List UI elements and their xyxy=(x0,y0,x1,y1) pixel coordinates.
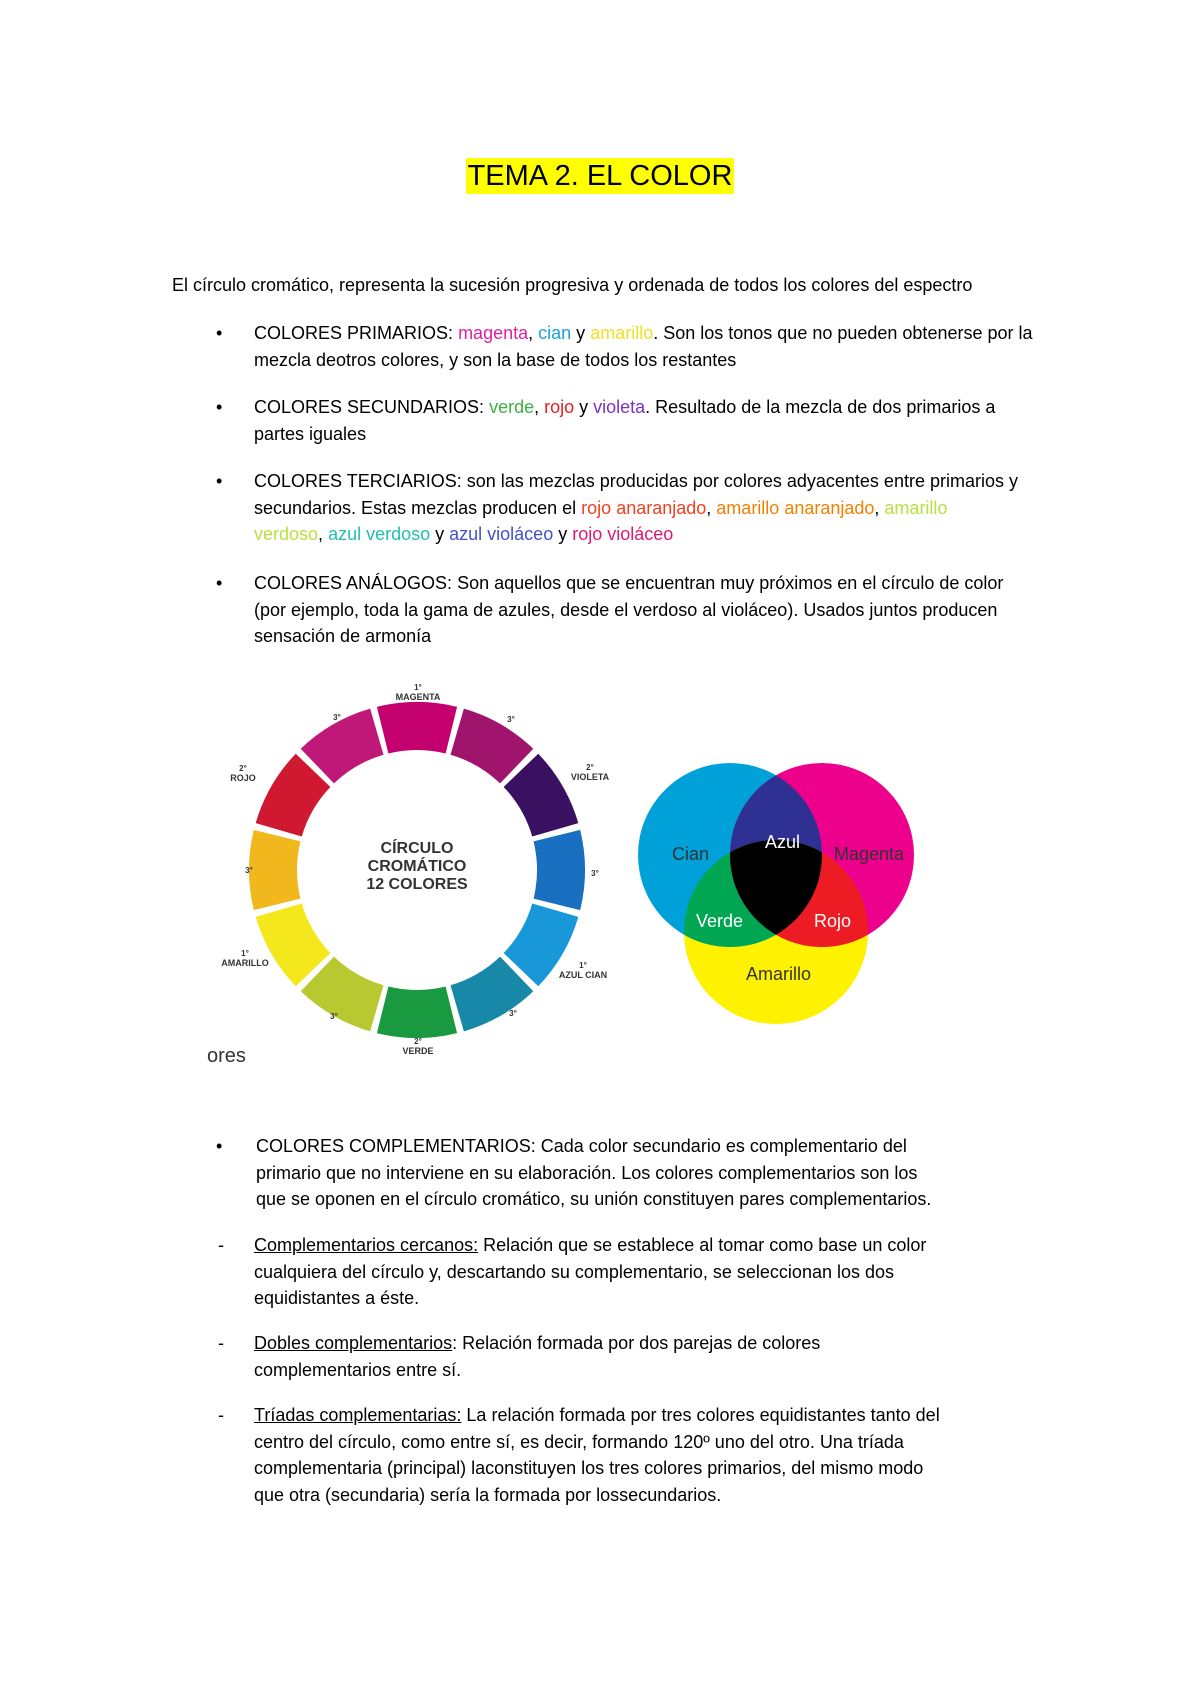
analogos-text: Son aquellos que se encuentran muy próximos en el círculo de color xyxy=(452,573,1004,593)
secundarios-paragraph xyxy=(254,394,1044,447)
wheel-center-line3: 12 COLORES xyxy=(366,876,468,893)
wheel-segment-violeta-azul xyxy=(534,830,585,910)
cercanos-paragraph xyxy=(254,1232,984,1312)
separator: , xyxy=(874,497,885,518)
triadas-text-line3: complementaria (principal) laconstituyen los tres colores primarios, del mismo modo xyxy=(254,1458,924,1478)
label-azulcian-num: 1° xyxy=(579,961,587,970)
bullet-icon: • xyxy=(216,323,223,343)
terciarios-amarillo: amarillo xyxy=(884,497,948,518)
primarios-label: COLORES PRIMARIOS: xyxy=(254,323,454,343)
cercanos-label: Complementarios cercanos: xyxy=(254,1235,479,1255)
analogos-text-line3: sensación de armonía xyxy=(254,626,432,646)
cercanos-text: Relación que se establece al tomar como base un color xyxy=(478,1235,927,1255)
analogos-text-line2: (por ejemplo, toda la gama de azules, desde el verdoso al violáceo). Usados juntos producen xyxy=(254,599,998,620)
terciarios-azul-verdoso: azul verdoso xyxy=(328,524,431,544)
primarios-amarillo: amarillo xyxy=(590,323,654,343)
dobles-paragraph xyxy=(254,1330,984,1383)
terciarios-text-line2: secundarios. Estas mezclas producen el xyxy=(254,497,582,518)
wheel-segment-magenta xyxy=(377,702,457,753)
dash-marker: - xyxy=(218,1235,224,1255)
dobles-text-line2: complementarios entre sí. xyxy=(254,1359,462,1380)
label-magenta: MAGENTA xyxy=(395,692,441,702)
terciarios-azul-violaceo: azul violáceo xyxy=(449,524,554,544)
dash-marker: - xyxy=(218,1333,224,1353)
bullet-icon: • xyxy=(216,397,223,417)
venn-label-azul: Azul xyxy=(765,832,801,852)
label-tertiary: 3° xyxy=(509,1009,517,1018)
complementarios-text: Cada color secundario es complementario del xyxy=(535,1136,907,1156)
triadas-label: Tríadas complementarias: xyxy=(254,1405,462,1425)
terciarios-amarillo-anaranjado: amarillo anaranjado xyxy=(716,497,875,518)
separator: , xyxy=(528,323,539,343)
bullet-icon: • xyxy=(216,1136,223,1156)
separator: y xyxy=(553,524,573,544)
label-violeta: VIOLETA xyxy=(570,772,610,782)
wheel-center-line1: CÍRCULO xyxy=(380,840,454,857)
page-title: TEMA 2. EL COLOR xyxy=(467,160,733,192)
separator: y xyxy=(571,323,591,343)
triadas-text-line2: centro del círculo, como entre sí, es decir, formando 120º uno del otro. Una tríada xyxy=(254,1431,904,1452)
label-azulcian: AZUL CIAN xyxy=(558,970,608,980)
bullet-icon: • xyxy=(216,471,223,491)
venn-label-rojo: Rojo xyxy=(814,911,852,931)
primarios-text: . Son los tonos que no pueden obtenerse por la xyxy=(653,323,1033,343)
terciarios-label: COLORES TERCIARIOS: xyxy=(254,471,462,491)
terciarios-text: son las mezclas producidas por colores adyacentes entre primarios y xyxy=(461,471,1018,491)
terciarios-rojo-violaceo: rojo violáceo xyxy=(572,524,674,544)
cercanos-text-line3: equidistantes a éste. xyxy=(254,1288,420,1308)
label-tertiary: 3° xyxy=(591,869,599,878)
terciarios-verdoso: verdoso xyxy=(254,524,319,544)
venn-label-magenta: Magenta xyxy=(834,844,905,864)
cropped-caption: ores xyxy=(207,1045,246,1067)
dobles-text: : Relación formada por dos parejas de colores xyxy=(452,1333,821,1353)
secundarios-text: . Resultado de la mezcla de dos primarios a xyxy=(645,397,996,417)
label-violeta-num: 2° xyxy=(586,763,594,772)
venn-label-amarillo: Amarillo xyxy=(746,964,812,984)
label-tertiary: 3° xyxy=(333,713,341,722)
secundarios-violeta: violeta xyxy=(593,397,646,417)
primarios-paragraph xyxy=(254,320,1044,373)
triadas-text-line4: que otra (secundaria) sería la formada por lossecundarios. xyxy=(254,1484,722,1505)
triadas-paragraph xyxy=(254,1402,994,1508)
separator: , xyxy=(706,497,717,518)
cercanos-text-line2: cualquiera del círculo y, descartando su complementario, se seleccionan los dos xyxy=(254,1261,895,1282)
dash-marker: - xyxy=(218,1405,224,1425)
complementarios-label: COLORES COMPLEMENTARIOS: xyxy=(256,1136,536,1156)
secundarios-label: COLORES SECUNDARIOS: xyxy=(254,397,485,417)
secundarios-text-line2: partes iguales xyxy=(254,423,367,444)
label-rojo: ROJO xyxy=(230,773,256,783)
complementarios-paragraph xyxy=(256,1133,1046,1213)
separator: y xyxy=(574,397,594,417)
terciarios-rojo-anaranjado: rojo anaranjado xyxy=(581,497,707,518)
venn-label-verde: Verde xyxy=(696,911,744,931)
complementarios-text-line2: primario que no interviene en su elaboración. Los colores complementarios son los xyxy=(256,1162,918,1183)
analogos-label: COLORES ANÁLOGOS: xyxy=(254,573,453,593)
analogos-paragraph xyxy=(254,570,1044,650)
wheel-segment-verde xyxy=(377,987,457,1038)
title-block xyxy=(0,160,1200,193)
wheel-segment-amarillo-rojo xyxy=(249,830,300,910)
label-verde: VERDE xyxy=(402,1046,434,1056)
label-tertiary: 3° xyxy=(507,715,515,724)
label-tertiary: 3° xyxy=(330,1012,338,1021)
separator: y xyxy=(430,524,450,544)
venn-diagram-image xyxy=(630,760,920,1035)
terciarios-paragraph xyxy=(254,468,1044,548)
label-verde-num: 2° xyxy=(414,1037,422,1046)
color-wheel-image xyxy=(207,670,615,1070)
intro-paragraph: El círculo cromático, representa la sucesión progresiva y ordenada de todos los colores del espectro xyxy=(172,275,973,295)
wheel-center-line2: CROMÁTICO xyxy=(367,858,467,875)
secundarios-rojo: rojo xyxy=(544,397,575,417)
label-rojo-num: 2° xyxy=(239,764,247,773)
separator: , xyxy=(318,524,329,544)
secundarios-verde: verde xyxy=(489,397,535,417)
label-amarillo: AMARILLO xyxy=(221,958,269,968)
triadas-text: La relación formada por tres colores equidistantes tanto del xyxy=(461,1405,940,1425)
primarios-text-line2: mezcla deotros colores, y son la base de todos los restantes xyxy=(254,349,737,370)
primarios-cian: cian xyxy=(538,323,572,343)
primarios-magenta: magenta xyxy=(458,323,529,343)
bullet-icon: • xyxy=(216,573,223,593)
label-magenta-num: 1° xyxy=(414,683,422,692)
venn-label-cian: Cian xyxy=(672,844,710,864)
dobles-label: Dobles complementarios xyxy=(254,1333,453,1353)
label-tertiary: 3° xyxy=(245,866,253,875)
label-amarillo-num: 1° xyxy=(241,949,249,958)
complementarios-text-line3: que se oponen en el círculo cromático, su unión constituyen pares complementarios. xyxy=(256,1189,932,1209)
separator: , xyxy=(534,397,545,417)
